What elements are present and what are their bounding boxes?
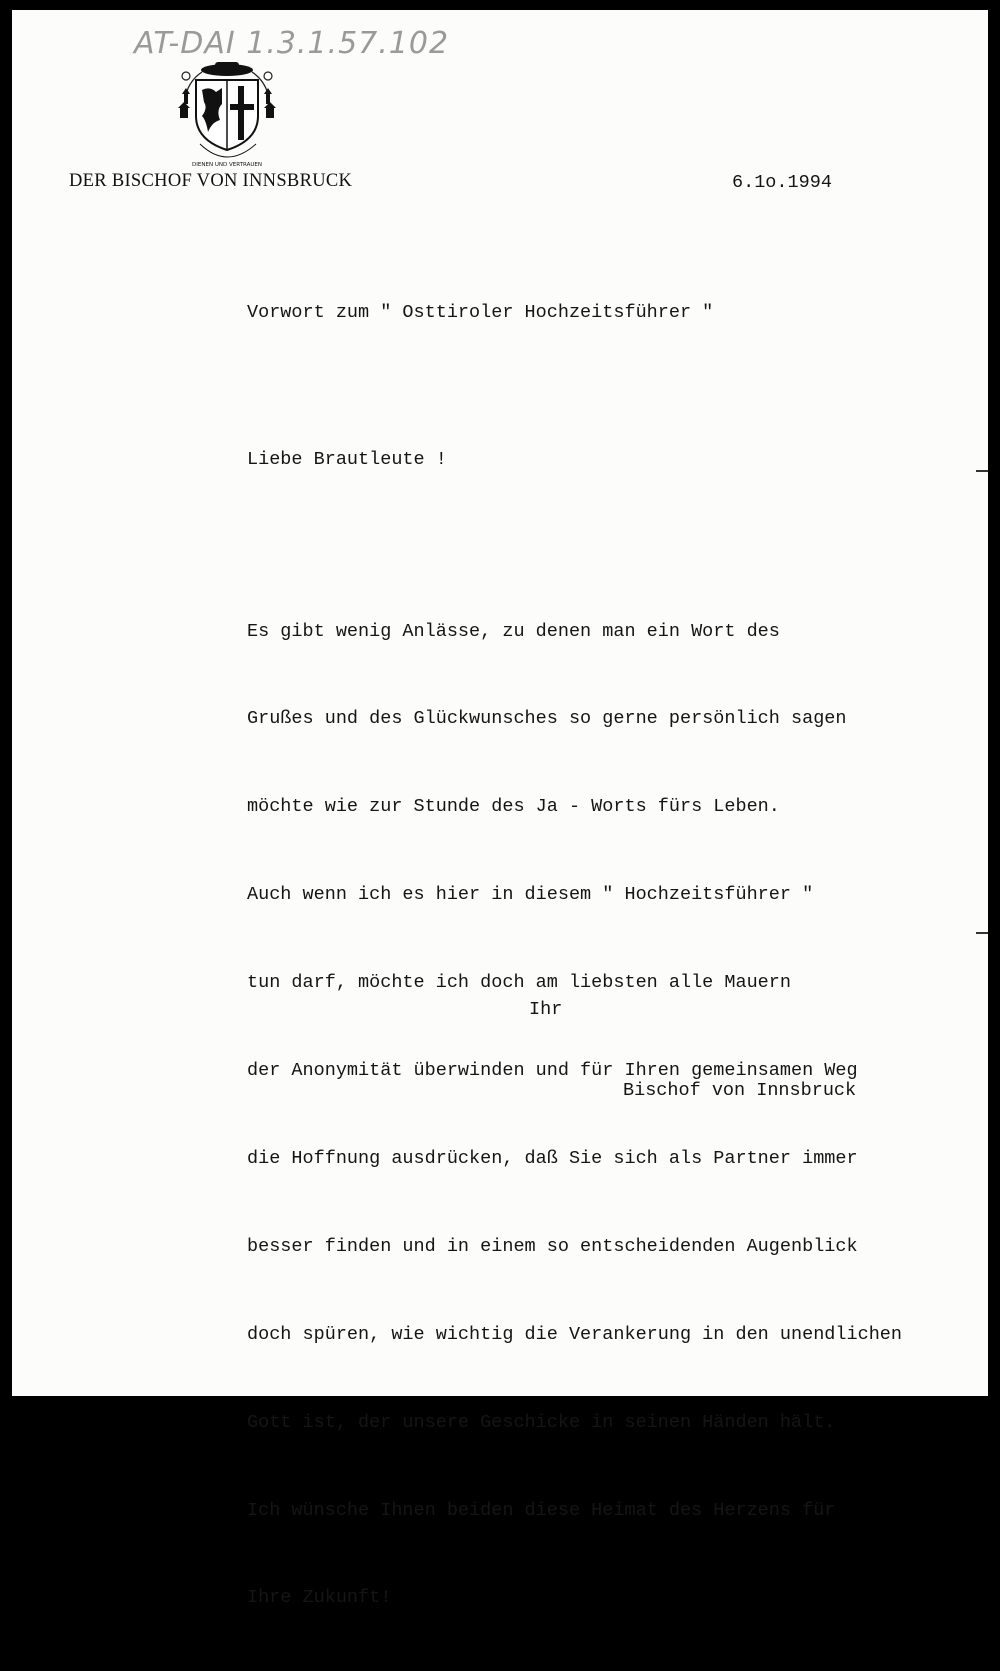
archive-reference: AT-DAI 1.3.1.57.102 xyxy=(134,26,450,61)
fold-mark xyxy=(976,470,988,472)
body-line: Grußes und des Glückwunsches so gerne persönlich sagen xyxy=(247,708,847,730)
body-line: Ihre Zukunft! xyxy=(247,1587,392,1609)
fold-mark xyxy=(976,932,988,934)
letter-subject: Vorwort zum " Osttiroler Hochzeitsführer " xyxy=(247,302,714,323)
body-line: der Anonymität überwinden und für Ihren gemeinsamen Weg xyxy=(247,1060,858,1082)
body-line: Es gibt wenig Anlässe, zu denen man ein Wort des xyxy=(247,620,780,642)
body-line: Auch wenn ich es hier in diesem " Hochzeitsführer " xyxy=(247,884,814,906)
svg-text:DIENEN UND VERTRAUEN: DIENEN UND VERTRAUEN xyxy=(192,162,262,168)
body-line: doch spüren, wie wichtig die Verankerung in den unendlichen xyxy=(247,1323,903,1345)
salutation: Liebe Brautleute ! xyxy=(247,449,447,470)
body-line: tun darf, möchte ich doch am liebsten alle Mauern xyxy=(247,972,791,994)
letterhead: DER BISCHOF VON INNSBRUCK xyxy=(69,171,353,191)
body-line: möchte wie zur Stunde des Ja - Worts fürs Leben. xyxy=(247,796,780,818)
body-line: die Hoffnung ausdrücken, daß Sie sich als Partner immer xyxy=(247,1147,858,1169)
letter-body xyxy=(247,558,902,1671)
signature: Bischof von Innsbruck xyxy=(623,1080,857,1101)
closing: Ihr xyxy=(529,999,563,1020)
letter-date: 6.1o.1994 xyxy=(732,172,832,193)
letter-page xyxy=(12,10,988,1609)
body-line: Ich wünsche Ihnen beiden diese Heimat des Herzens für xyxy=(247,1499,836,1521)
coat-of-arms-icon xyxy=(172,58,282,173)
body-line: besser finden und in einem so entscheidenden Augenblick xyxy=(247,1235,858,1257)
body-line: Gott ist, der unsere Geschicke in seinen Händen hält. xyxy=(247,1411,836,1433)
